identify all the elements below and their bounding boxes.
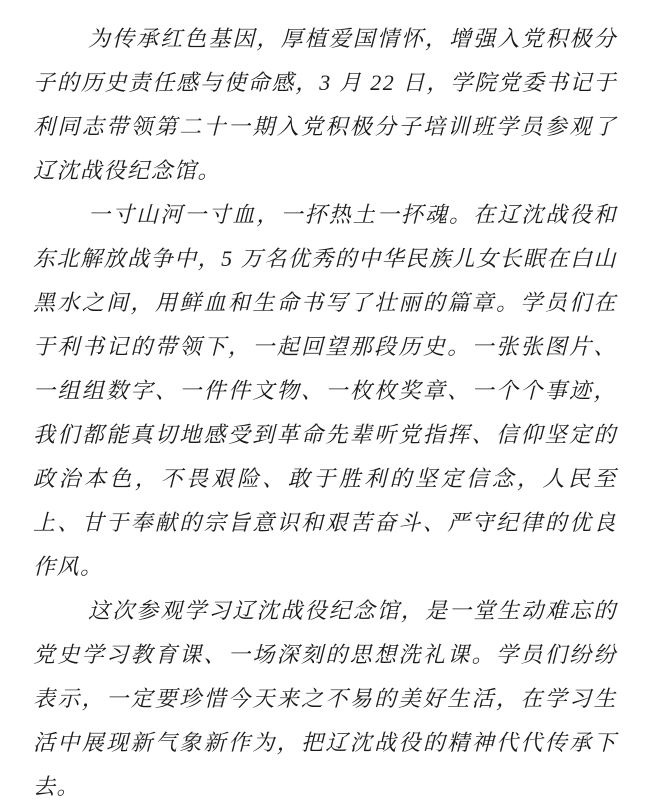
paragraph-history-reflection: 一寸山河一寸血，一抔热土一抔魂。在辽沈战役和东北解放战争中，5 万名优秀的中华民族儿女长眠在白山黑水之间，用鲜血和生命书写了壮丽的篇章。学员们在于利书记的带领下，一起回望那段历史。一张张图片、一组组数字、一件件文物、一枚枚奖章、一个个事迹，我们都能真切地感受到革命先辈听党指挥、信仰坚定的政治本色，不畏艰险、敢于胜利的坚定信念，人民至上、甘于奉献的宗旨意识和艰苦奋斗、严守纪律的优良作风。 [33,202,617,579]
paragraph-visit-intro: 为传承红色基因，厚植爱国情怀，增强入党积极分子的历史责任感与使命感，3 月 22 日，学院党委书记于利同志带领第二十一期入党积极分子培训班学员参观了辽沈战役纪念馆。 [33,26,617,183]
paragraph-conclusion: 这次参观学习辽沈战役纪念馆，是一堂生动难忘的党史学习教育课、一场深刻的思想洗礼课。学员们纷纷表示，一定要珍惜今天来之不易的美好生活，在学习生活中展现新气象新作为，把辽沈战役的精神代代传承下去。 [33,598,617,799]
